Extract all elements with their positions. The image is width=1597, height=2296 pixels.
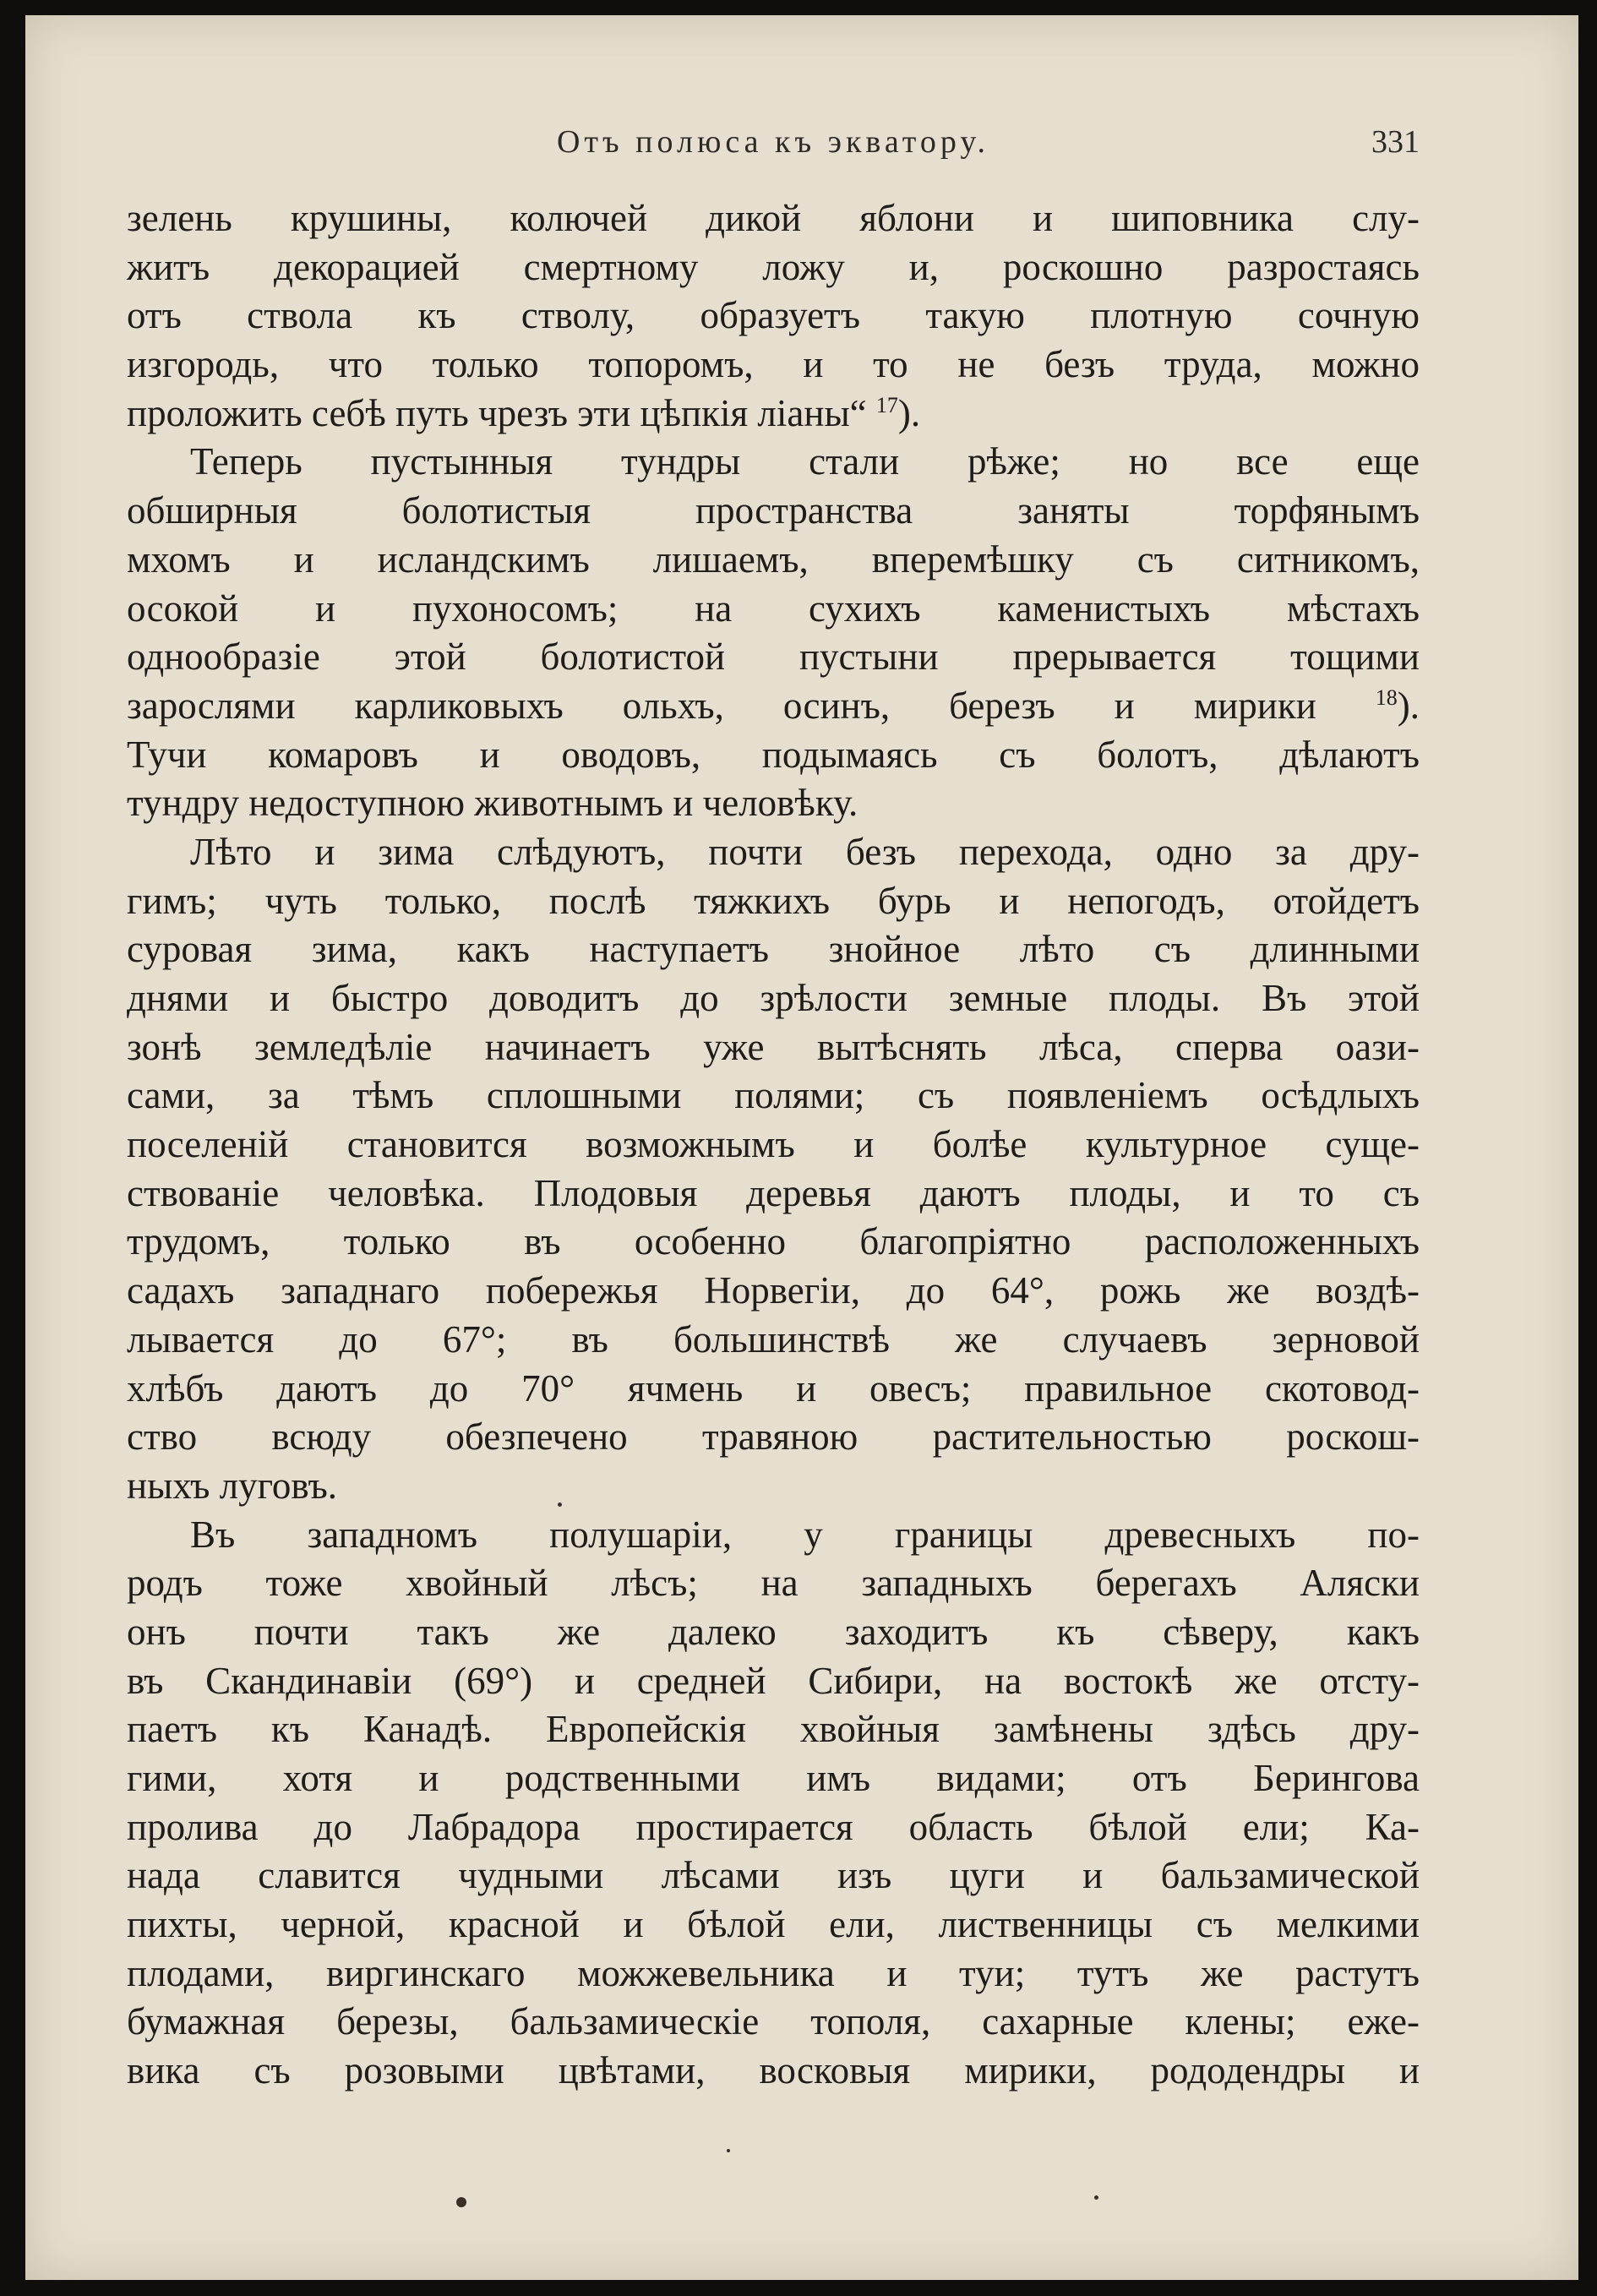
line-text: проложить себѣ путь чрезъ эти цѣпкія ліаны“ [127, 391, 867, 434]
footnote-close: ). [897, 391, 921, 434]
running-title: Отъ полюса къ экватору. [556, 124, 990, 160]
paper-speck [1094, 2195, 1098, 2200]
text-line: однообразіе этой болотистой пустыни прерывается тощими [127, 635, 1420, 679]
text-line: паетъ къ Канадѣ. Европейскія хвойныя замѣнены здѣсь дру- [127, 1708, 1420, 1751]
text-line: вика съ розовыми цвѣтами, восковыя мирики, рододендры и [127, 2049, 1420, 2092]
text-line: онъ почти такъ же далеко заходитъ къ сѣверу, какъ [127, 1610, 1420, 1653]
text-line: въ Скандинавіи (69°) и средней Сибири, на востокѣ же отсту- [127, 1659, 1420, 1702]
text-line: садахъ западнаго побережья Норвегіи, до 64°, рожь же воздѣ- [127, 1269, 1420, 1312]
text-line: бумажная березы, бальзамическіе тополя, сахарные клены; еже- [127, 2000, 1420, 2043]
text-line: плодами, виргинскаго можжевельника и туи; тутъ же растутъ [127, 1951, 1420, 1994]
text-line [127, 390, 1420, 439]
text-line: Въ западномъ полушаріи, у границы древесныхъ по- [190, 1513, 1420, 1556]
text-line: сами, за тѣмъ сплошными полями; съ появленіемъ осѣдлыхъ [127, 1074, 1420, 1117]
paper-speck [558, 1502, 562, 1507]
footnote-close: ). [1397, 684, 1420, 727]
book-page [25, 15, 1578, 2280]
line-text: зарослями карликовыхъ ольхъ, осинъ, березъ и мирики [127, 684, 1316, 727]
text-line: ствованіе человѣка. Плодовыя деревья даютъ плоды, и то съ [127, 1171, 1420, 1214]
paper-speck [456, 2197, 466, 2207]
page-header [127, 123, 1420, 174]
footnote-marker: 17 [875, 392, 898, 417]
text-line [127, 682, 1420, 731]
text-line: зонѣ земледѣліе начинаетъ уже вытѣснять лѣса, сперва оази- [127, 1025, 1420, 1068]
text-line: нада славится чудными лѣсами изъ цуги и бальзамической [127, 1854, 1420, 1897]
text-line: трудомъ, только въ особенно благопріятно расположенныхъ [127, 1220, 1420, 1263]
text-line: Лѣто и зима слѣдуютъ, почти безъ перехода, одно за дру- [190, 830, 1420, 873]
paper-speck [727, 2149, 730, 2152]
text-line: пролива до Лабрадора простирается область бѣлой ели; Ка- [127, 1805, 1420, 1848]
text-line: Теперь пустынныя тундры стали рѣже; но все еще [190, 440, 1420, 483]
text-line: хлѣбъ даютъ до 70° ячмень и овесъ; правильное скотовод- [127, 1366, 1420, 1410]
text-line: зелень крушины, колючей дикой яблони и шиповника слу- [127, 197, 1420, 239]
page-number: 331 [1371, 124, 1420, 160]
text-line: гимъ; чуть только, послѣ тяжкихъ бурь и непогодъ, отойдетъ [127, 879, 1420, 922]
text-line: изгородь, что только топоромъ, и то не безъ труда, можно [127, 343, 1420, 386]
text-line: осокой и пухоносомъ; на сухихъ каменистыхъ мѣстахъ [127, 586, 1420, 630]
text-line: пихты, черной, красной и бѣлой ели, лиственницы съ мелкими [127, 1903, 1420, 1946]
text-line: родъ тоже хвойный лѣсъ; на западныхъ берегахъ Аляски [127, 1562, 1420, 1605]
text-line: обширныя болотистыя пространства заняты торфянымъ [127, 489, 1420, 532]
text-line: отъ ствола къ стволу, образуетъ такую плотную сочную [127, 294, 1420, 337]
text-line: Тучи комаровъ и оводовъ, подымаясь съ болотъ, дѣлаютъ [127, 733, 1420, 776]
text-line: мхомъ и исландскимъ лишаемъ, вперемѣшку съ ситникомъ, [127, 537, 1420, 581]
text-line: ныхъ луговъ. [127, 1464, 338, 1507]
text-line: суровая зима, какъ наступаетъ знойное лѣто съ длинными [127, 928, 1420, 971]
text-line: ство всюду обезпечено травяною растительностью роскош- [127, 1415, 1420, 1459]
text-line: житъ декорацией смертному ложу и, роскошно разростаясь [127, 245, 1420, 288]
footnote-marker: 18 [1375, 684, 1398, 710]
text-line: днями и быстро доводитъ до зрѣлости земные плоды. Въ этой [127, 977, 1420, 1019]
text-line: тундру недоступною животнымъ и человѣку. [127, 782, 858, 825]
text-line: гими, хотя и родственными имъ видами; отъ Берингова [127, 1757, 1420, 1799]
body-text [127, 194, 1420, 2096]
text-line: поселеній становится возможнымъ и болѣе культурное суще- [127, 1123, 1420, 1166]
text-line: лывается до 67°; въ большинствѣ же случаевъ зерновой [127, 1317, 1420, 1361]
